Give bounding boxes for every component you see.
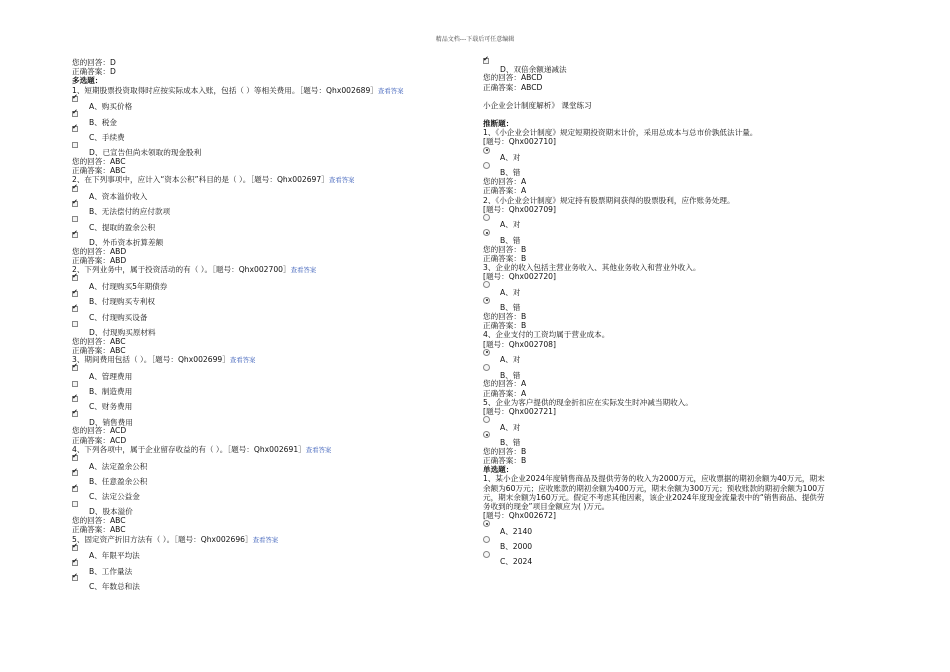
question-text [72, 86, 472, 96]
question-text [72, 265, 472, 275]
answer-option[interactable] [72, 201, 472, 216]
your-answer-value: B [520, 244, 527, 254]
correct-answer [483, 389, 883, 398]
correct-answer-label: 正确答案： [72, 525, 110, 535]
correct-answer [483, 83, 883, 92]
your-answer [72, 58, 472, 67]
answer-option[interactable] [483, 536, 883, 551]
question-stem: 5、固定资产折旧方法有（ ）。［题号：Qhx002696］ [72, 534, 253, 544]
radio-button[interactable] [483, 297, 490, 304]
question-code: [题号：Qhx002672] [483, 511, 556, 521]
answer-option[interactable] [72, 126, 472, 141]
answer-option[interactable] [483, 229, 883, 244]
view-answer-link[interactable]: 查看答案 [377, 86, 404, 95]
view-answer-link[interactable]: 查看答案 [252, 535, 279, 544]
checkbox[interactable] [72, 321, 78, 327]
checkbox[interactable] [72, 455, 78, 461]
question-text [72, 355, 472, 365]
your-answer-label: 您的回答： [72, 157, 110, 166]
section-heading-multiple-choice: 多选题： [72, 76, 103, 86]
radio-button[interactable] [483, 520, 490, 527]
correct-answer-value: ABC [109, 166, 126, 176]
your-answer-label: 您的回答： [483, 311, 521, 321]
question-text: 1、某小企业2024年度销售商品及提供劳务的收入为2000万元，应收票据的期初余额为40万元，期末 [483, 474, 825, 484]
question-stem: 2、在下列事项中，应计入“资本公积”科目的是（ ）。［题号：Qhx002697］ [72, 175, 329, 185]
option-label: A、对 [500, 287, 521, 297]
question-text [72, 175, 472, 185]
correct-answer-label: 正确答案： [483, 388, 521, 398]
answer-option[interactable] [72, 470, 472, 485]
correct-answer-label: 正确答案： [483, 253, 521, 263]
your-answer-label: 您的回答： [72, 58, 110, 67]
question-stem: 3、期间费用包括（ ）。［题号：Qhx002699］ [72, 355, 230, 364]
option-label: C、手续费 [89, 132, 125, 142]
checkbox[interactable] [72, 365, 78, 371]
correct-answer-label: 正确答案： [483, 82, 521, 92]
option-label: A、管理费用 [89, 371, 133, 381]
radio-button[interactable] [483, 229, 490, 236]
your-answer-value: ACD [109, 426, 127, 436]
answer-option[interactable] [483, 520, 883, 535]
answer-option[interactable] [72, 291, 472, 306]
option-label: A、购买价格 [89, 102, 133, 112]
answer-option[interactable] [483, 416, 883, 431]
radio-button[interactable] [483, 431, 490, 438]
correct-answer [72, 67, 472, 76]
right-column [483, 58, 883, 566]
correct-answer-value: ABD [109, 256, 127, 265]
option-label: B、无法偿付的应付款项 [89, 207, 171, 217]
question-code: [题号：Qhx002720] [483, 272, 556, 282]
your-answer-label: 您的回答： [72, 246, 110, 256]
answer-option[interactable] [72, 486, 472, 501]
correct-answer-label: 正确答案： [483, 321, 521, 331]
option-label: D、已宣告但尚未领取的现金股利 [89, 148, 202, 158]
your-answer [483, 73, 883, 82]
correct-answer [483, 321, 883, 330]
your-answer [483, 245, 883, 254]
checkbox[interactable] [72, 486, 78, 492]
answer-option[interactable] [72, 396, 472, 411]
option-label: B、2000 [500, 542, 533, 552]
correct-answer [72, 436, 472, 445]
answer-option[interactable] [72, 501, 472, 516]
correct-answer [72, 256, 472, 265]
option-label: A、法定盈余公积 [89, 461, 148, 471]
your-answer-value: A [520, 379, 527, 389]
answer-option[interactable] [72, 306, 472, 321]
checkbox[interactable] [72, 381, 78, 387]
your-answer-value: ABC [109, 516, 126, 526]
your-answer [72, 337, 472, 346]
option-label: D、股本溢价 [89, 507, 133, 517]
your-answer [72, 516, 472, 525]
option-label: A、2140 [500, 526, 533, 536]
answer-option[interactable] [483, 551, 883, 566]
your-answer-label: 您的回答： [483, 379, 521, 389]
answer-option[interactable] [483, 147, 883, 162]
your-answer-label: 您的回答： [483, 73, 521, 83]
checkbox[interactable] [72, 396, 78, 402]
radio-button[interactable] [483, 281, 490, 288]
your-answer [483, 312, 883, 321]
option-label: A、付现购买5年期债券 [89, 281, 168, 291]
your-answer-value: A [520, 177, 527, 187]
your-answer [72, 426, 472, 435]
correct-answer-label: 正确答案： [72, 256, 110, 265]
question-text: 务收到的现金”项目金额应为( )万元。 [483, 501, 610, 511]
answer-option[interactable] [72, 560, 472, 575]
your-answer [483, 447, 883, 456]
correct-answer-value: B [520, 321, 527, 331]
correct-answer-value: A [520, 388, 527, 398]
view-answer-link[interactable]: 查看答案 [229, 356, 256, 364]
your-answer [72, 157, 472, 166]
answer-option[interactable] [483, 297, 883, 312]
checkbox[interactable] [72, 216, 78, 222]
section-heading-true-false: 推断题： [483, 118, 514, 128]
option-label: A、对 [500, 153, 521, 163]
correct-answer-value: D [109, 67, 116, 77]
answer-option[interactable] [72, 96, 472, 111]
checkbox[interactable] [72, 306, 78, 312]
option-label: D、销售费用 [89, 417, 133, 427]
your-answer-label: 您的回答： [72, 426, 110, 436]
checkbox[interactable] [72, 275, 78, 281]
question-stem: 1、短期股票投资取得时应按实际成本入账，包括（ ）等相关费用。［题号：Qhx002689］ [72, 85, 378, 95]
your-answer-value: ABCD [520, 73, 543, 83]
correct-answer-label: 正确答案： [72, 166, 110, 176]
option-label: C、年数总和法 [89, 581, 140, 591]
correct-answer-value: ACD [109, 435, 127, 445]
radio-button[interactable] [483, 551, 490, 558]
option-label: C、2024 [500, 557, 533, 567]
question-text: 4、企业支付的工资均属于营业成本。 [483, 330, 610, 340]
question-code: [题号：Qhx002710] [483, 137, 556, 147]
checkbox[interactable] [72, 545, 78, 551]
answer-option[interactable] [72, 381, 472, 396]
option-label: C、付现购买设备 [89, 312, 148, 322]
option-label: B、制造费用 [89, 387, 133, 396]
checkbox[interactable] [72, 411, 78, 417]
answer-option[interactable] [72, 111, 472, 126]
radio-button[interactable] [483, 214, 490, 221]
checkbox[interactable] [72, 111, 78, 117]
your-answer-value: B [520, 311, 527, 321]
correct-answer-label: 正确答案： [72, 435, 110, 445]
option-label: C、提取的盈余公积 [89, 222, 156, 232]
your-answer-value: B [520, 446, 527, 456]
correct-answer-value: B [520, 455, 527, 465]
answer-option[interactable] [72, 142, 472, 157]
option-label: B、付现购买专利权 [89, 297, 155, 307]
option-label: D、双倍余额递减法 [500, 64, 567, 74]
radio-button[interactable] [483, 364, 490, 371]
radio-button[interactable] [483, 147, 490, 154]
option-label: B、错 [500, 235, 521, 245]
your-answer-label: 您的回答： [483, 446, 521, 456]
correct-answer [483, 254, 883, 263]
answer-option[interactable] [72, 365, 472, 380]
correct-answer-label: 正确答案： [483, 455, 521, 465]
checkbox[interactable] [72, 126, 78, 132]
your-answer-label: 您的回答： [72, 336, 110, 346]
answer-option[interactable] [483, 58, 883, 73]
answer-option[interactable] [72, 216, 472, 231]
checkbox[interactable] [72, 470, 78, 476]
answer-option[interactable] [72, 232, 472, 247]
your-answer-label: 您的回答： [483, 244, 521, 254]
question-text: 元，期末余额为160万元。假定不考虑其他因素，该企业2024年度现金流量表中的“销售商品、提供劳 [483, 492, 825, 502]
correct-answer [72, 525, 472, 534]
option-label: A、对 [500, 422, 521, 432]
correct-answer [483, 456, 883, 465]
correct-answer [483, 186, 883, 195]
view-answer-link[interactable]: 查看答案 [328, 176, 355, 185]
question-text: 5、企业为客户提供的现金折扣应在实际发生时冲减当期收入。 [483, 397, 693, 407]
option-label: B、任意盈余公积 [89, 476, 148, 486]
answer-option[interactable] [483, 349, 883, 364]
option-label: B、错 [500, 303, 521, 313]
your-answer [483, 177, 883, 186]
left-column [72, 58, 472, 591]
question-text: 1、《小企业会计制度》规定短期投资期末计价，采用总成本与总市价孰低法计量。 [483, 128, 758, 138]
correct-answer-value: ABC [109, 525, 126, 535]
course-title: 小企业会计制度解析》 课堂练习 [483, 100, 592, 110]
question-text: 2、《小企业会计制度》规定持有股票期间获得的股票股利，应作账务处理。 [483, 195, 735, 205]
question-code: [题号：Qhx002709] [483, 204, 556, 214]
correct-answer-value: ABCD [520, 82, 543, 92]
your-answer-value: D [109, 58, 116, 67]
your-answer-label: 您的回答： [483, 177, 521, 187]
answer-option[interactable] [72, 575, 472, 590]
checkbox[interactable] [72, 142, 78, 148]
your-answer [72, 247, 472, 256]
question-stem: 4、下列各项中，属于企业留存收益的有（ ）。［题号：Qhx002691］ [72, 444, 306, 454]
question-text: 3、企业的收入包括主营业务收入、其他业务收入和营业外收入。 [483, 262, 701, 272]
answer-option[interactable] [483, 281, 883, 296]
option-label: D、付现购买原材料 [89, 327, 156, 337]
view-answer-link[interactable]: 查看答案 [290, 266, 317, 275]
checkbox[interactable] [72, 96, 78, 102]
option-label: B、错 [500, 437, 521, 447]
your-answer-value: ABC [109, 336, 126, 346]
correct-answer-value: B [520, 253, 527, 263]
answer-option[interactable] [72, 411, 472, 426]
checkbox[interactable] [72, 201, 78, 207]
radio-button[interactable] [483, 536, 490, 543]
your-answer-label: 您的回答： [72, 516, 110, 526]
option-label: C、财务费用 [89, 402, 133, 412]
checkbox[interactable] [72, 232, 78, 238]
correct-answer-label: 正确答案： [72, 345, 110, 355]
correct-answer-value: A [520, 186, 527, 196]
checkbox[interactable] [72, 291, 78, 297]
question-stem: 2、下列业务中，属于投资活动的有（ ）。［题号：Qhx002700］ [72, 265, 291, 275]
correct-answer-value: ABC [109, 345, 126, 355]
your-answer-value: ABD [109, 246, 127, 256]
radio-button[interactable] [483, 162, 490, 169]
answer-option[interactable] [72, 455, 472, 470]
correct-answer [72, 346, 472, 355]
page-header: 精品文档---下载后可任意编辑 [435, 36, 515, 43]
question-code: [题号：Qhx002721] [483, 406, 556, 416]
option-label: B、税金 [89, 117, 117, 127]
checkbox[interactable] [72, 575, 78, 581]
checkbox[interactable] [72, 186, 78, 192]
your-answer-value: ABC [109, 157, 126, 166]
answer-option[interactable] [72, 545, 472, 560]
option-label: A、资本溢价收入 [89, 192, 148, 202]
option-label: D、外币资本折算差额 [89, 238, 164, 247]
answer-option[interactable] [483, 214, 883, 229]
option-label: A、对 [500, 355, 521, 365]
view-answer-link[interactable]: 查看答案 [305, 445, 332, 454]
answer-option[interactable] [483, 364, 883, 379]
radio-button[interactable] [483, 349, 490, 356]
question-text [72, 535, 472, 545]
question-text [72, 445, 472, 455]
radio-button[interactable] [483, 416, 490, 423]
answer-option[interactable] [72, 186, 472, 201]
answer-option[interactable] [72, 321, 472, 336]
answer-option[interactable] [72, 275, 472, 290]
checkbox[interactable] [72, 560, 78, 566]
option-label: B、错 [500, 370, 521, 380]
option-label: B、错 [500, 168, 521, 178]
option-label: A、年限平均法 [89, 551, 140, 561]
checkbox[interactable] [72, 501, 78, 507]
question-code: [题号：Qhx002708] [483, 339, 556, 349]
option-label: B、工作量法 [89, 566, 133, 576]
correct-answer-label: 正确答案： [483, 186, 521, 196]
question-text: 余额为60万元；应收账款的期初余额为400万元，期末余额为300万元；预收账款的期初余额为100万 [483, 483, 825, 493]
answer-option[interactable] [483, 162, 883, 177]
option-label: C、法定公益金 [89, 492, 140, 502]
option-label: A、对 [500, 220, 521, 230]
answer-option[interactable] [483, 431, 883, 446]
your-answer [483, 379, 883, 388]
section-heading-single-choice: 单选题： [483, 465, 514, 475]
correct-answer-label: 正确答案： [72, 67, 110, 77]
checkbox[interactable] [483, 58, 489, 64]
